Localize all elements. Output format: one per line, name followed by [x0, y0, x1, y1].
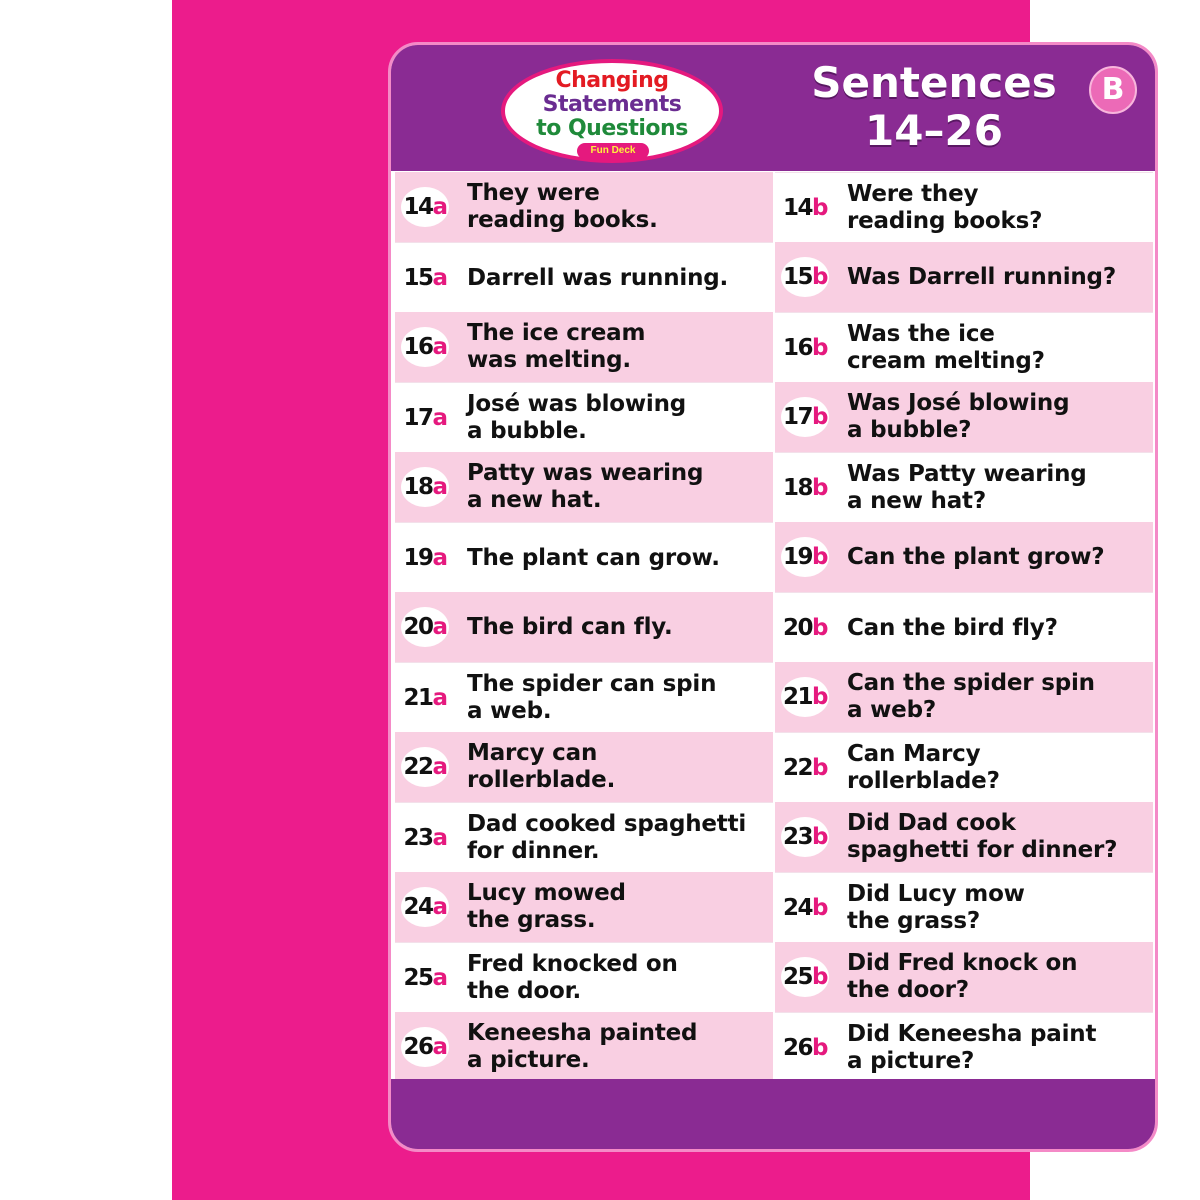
question-cell [775, 172, 1153, 242]
statement-text: The ice cream was melting. [467, 320, 646, 373]
sentence-number-letter: a [432, 265, 447, 291]
sentence-row [395, 172, 1153, 242]
sentence-number-digits: 26 [403, 1034, 433, 1060]
question-text: Did Lucy mow the grass? [847, 881, 1025, 934]
sentence-row [395, 522, 1153, 592]
sentence-number [401, 327, 449, 367]
sentence-number-letter: b [812, 544, 827, 570]
sentence-number-letter: a [432, 405, 447, 431]
sentence-number [781, 257, 829, 297]
logo-line-to-questions: to Questions [536, 116, 688, 141]
sentence-number-letter: a [432, 965, 447, 991]
sentence-number-letter: b [812, 615, 827, 641]
statement-text: José was blowing a bubble. [467, 391, 687, 444]
sentence-number [781, 468, 829, 508]
sentence-number-letter: a [432, 685, 447, 711]
sentence-number [781, 328, 829, 368]
statement-cell [395, 732, 773, 802]
card-background [172, 0, 1125, 1200]
sentence-number-digits: 21 [403, 685, 433, 711]
sentence-row [395, 732, 1153, 802]
statement-cell [395, 522, 773, 592]
sentence-number [781, 537, 829, 577]
sentence-number-digits: 22 [403, 754, 433, 780]
sentence-number-letter: a [432, 1034, 447, 1060]
sentence-number [401, 467, 449, 507]
sentence-number [401, 258, 449, 298]
question-text: Were they reading books? [847, 181, 1043, 234]
statement-text: The bird can fly. [467, 613, 673, 640]
question-cell [775, 522, 1153, 592]
statement-text: Marcy can rollerblade. [467, 740, 616, 793]
card-header [391, 45, 1155, 171]
sentence-row [395, 382, 1153, 452]
sentence-number-digits: 15 [783, 264, 813, 290]
sentence-row [395, 312, 1153, 382]
sentence-number-digits: 18 [783, 475, 813, 501]
question-cell [775, 592, 1153, 662]
sentence-number-letter: b [812, 264, 827, 290]
sentence-number-letter: b [812, 895, 827, 921]
sentence-number-letter: b [812, 964, 827, 990]
sentence-number-letter: a [432, 754, 447, 780]
statement-cell [395, 592, 773, 662]
sentence-number [401, 538, 449, 578]
sentence-number-letter: b [812, 195, 827, 221]
sentence-number-digits: 20 [783, 615, 813, 641]
statement-cell [395, 242, 773, 312]
sentence-row [395, 452, 1153, 522]
statement-text: Dad cooked spaghetti for dinner. [467, 811, 747, 864]
sentence-number [781, 608, 829, 648]
question-cell [775, 732, 1153, 802]
logo-line-statements: Statements [542, 92, 682, 117]
sentence-number-digits: 23 [403, 825, 433, 851]
question-text: Was Patty wearing a new hat? [847, 461, 1087, 514]
sentence-grid [395, 172, 1153, 1082]
statement-text: Darrell was running. [467, 264, 729, 291]
sentence-row [395, 942, 1153, 1012]
title-line-range: 14–26 [865, 106, 1003, 155]
sentence-number-digits: 19 [403, 545, 433, 571]
sentence-number [781, 888, 829, 928]
sentence-number-digits: 20 [403, 614, 433, 640]
card-panel [388, 42, 1158, 1152]
sentence-number-digits: 25 [403, 965, 433, 991]
question-text: Did Keneesha paint a picture? [847, 1021, 1097, 1074]
sentence-number [781, 677, 829, 717]
logo-tag: Fun Deck [577, 143, 649, 159]
sentence-number-digits: 25 [783, 964, 813, 990]
sentence-number [401, 398, 449, 438]
sentence-number-letter: a [432, 614, 447, 640]
statement-text: They were reading books. [467, 180, 658, 233]
sentence-number [401, 747, 449, 787]
sentence-number-digits: 15 [403, 265, 433, 291]
sentence-number-digits: 16 [403, 334, 433, 360]
sentence-number-letter: b [812, 475, 827, 501]
statement-text: Keneesha painted a picture. [467, 1020, 698, 1073]
question-text: Can the plant grow? [847, 543, 1105, 570]
sentence-row [395, 1012, 1153, 1082]
sentence-number [401, 887, 449, 927]
sentence-number-letter: b [812, 755, 827, 781]
sentence-row [395, 592, 1153, 662]
sentence-number-digits: 14 [403, 194, 433, 220]
sentence-number-digits: 16 [783, 335, 813, 361]
sentence-number-letter: a [432, 545, 447, 571]
sentence-number-digits: 14 [783, 195, 813, 221]
statement-text: Fred knocked on the door. [467, 951, 678, 1004]
sentence-number [401, 1027, 449, 1067]
sentence-number [781, 397, 829, 437]
sentence-number-letter: b [812, 335, 827, 361]
question-text: Did Dad cook spaghetti for dinner? [847, 810, 1118, 863]
question-cell [775, 452, 1153, 522]
sentence-number-digits: 23 [783, 824, 813, 850]
sentence-number-digits: 19 [783, 544, 813, 570]
statement-cell [395, 802, 773, 872]
sentence-number-digits: 24 [403, 894, 433, 920]
question-text: Was the ice cream melting? [847, 321, 1045, 374]
sentence-number-letter: a [432, 825, 447, 851]
question-cell [775, 662, 1153, 732]
question-cell [775, 242, 1153, 312]
question-cell [775, 942, 1153, 1012]
sentence-number [401, 607, 449, 647]
sentence-number-digits: 26 [783, 1035, 813, 1061]
question-cell [775, 872, 1153, 942]
sentence-number-letter: b [812, 1035, 827, 1061]
question-text: Was Darrell running? [847, 263, 1116, 290]
statement-cell [395, 942, 773, 1012]
fun-deck-logo [501, 59, 723, 163]
statement-text: Patty was wearing a new hat. [467, 460, 704, 513]
statement-cell [395, 662, 773, 732]
question-text: Did Fred knock on the door? [847, 950, 1078, 1003]
statement-text: The spider can spin a web. [467, 671, 717, 724]
sentence-row [395, 242, 1153, 312]
title-line-sentences: Sentences [811, 58, 1057, 107]
sentence-number [401, 818, 449, 858]
sentence-number-digits: 22 [783, 755, 813, 781]
sentence-number-letter: b [812, 404, 827, 430]
sentence-number-digits: 18 [403, 474, 433, 500]
sentence-number [781, 1028, 829, 1068]
sentence-number-letter: a [432, 894, 447, 920]
statement-cell [395, 872, 773, 942]
statement-text: The plant can grow. [467, 544, 720, 571]
sentence-row [395, 802, 1153, 872]
sentence-number-digits: 24 [783, 895, 813, 921]
sentence-number-digits: 21 [783, 684, 813, 710]
statement-cell [395, 382, 773, 452]
set-badge: B [1089, 66, 1137, 114]
sentence-number-letter: b [812, 824, 827, 850]
question-cell [775, 382, 1153, 452]
sentence-number [401, 958, 449, 998]
sentence-number-letter: a [432, 474, 447, 500]
question-text: Was José blowing a bubble? [847, 390, 1070, 443]
statement-cell [395, 1012, 773, 1082]
card-footer [391, 1079, 1155, 1149]
question-text: Can Marcy rollerblade? [847, 741, 1000, 794]
page-title [789, 59, 1079, 155]
question-text: Can the spider spin a web? [847, 670, 1095, 723]
question-text: Can the bird fly? [847, 614, 1058, 641]
sentence-row [395, 872, 1153, 942]
sentence-number [401, 187, 449, 227]
sentence-number-digits: 17 [783, 404, 813, 430]
sentence-number [781, 957, 829, 997]
question-cell [775, 312, 1153, 382]
sentence-number-digits: 17 [403, 405, 433, 431]
question-cell [775, 802, 1153, 872]
logo-line-changing: Changing [555, 68, 669, 93]
sentence-number [781, 188, 829, 228]
statement-cell [395, 452, 773, 522]
question-cell [775, 1012, 1153, 1082]
sentence-number [401, 678, 449, 718]
sentence-number-letter: a [432, 334, 447, 360]
sentence-number-letter: a [432, 194, 447, 220]
sentence-row [395, 662, 1153, 732]
statement-cell [395, 172, 773, 242]
statement-text: Lucy mowed the grass. [467, 880, 626, 933]
statement-cell [395, 312, 773, 382]
sentence-number [781, 748, 829, 788]
sentence-number [781, 817, 829, 857]
sentence-number-letter: b [812, 684, 827, 710]
